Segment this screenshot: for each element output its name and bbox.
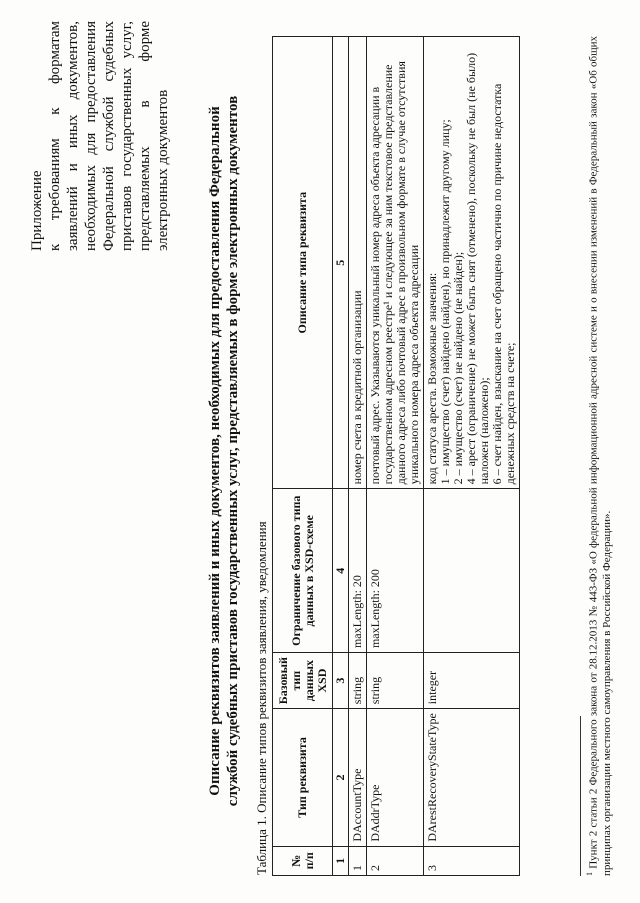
row-restriction: maxLength: 200 xyxy=(367,489,424,653)
row-restriction xyxy=(424,489,520,653)
appendix-text: к требованиям к форматам заявлений и иных документов, необходимых для предоставления Федеральной службой судебных приставов государственных услуг, представляемых в форме электронных документов xyxy=(47,21,171,251)
row-number: 2 xyxy=(367,846,424,875)
row-number: 1 xyxy=(349,846,367,875)
column-number: 3 xyxy=(333,653,349,709)
column-numbers-row xyxy=(333,37,349,876)
column-number: 4 xyxy=(333,489,349,653)
row-description: почтовый адрес. Указываются уникальный номер адреса объекта адресации в государственном адресном реестре¹ и следующее за ним текстовое представление данного адреса либо почтовый адрес в произвольном формате в случае отсутствия уникального номера адреса объекта адресации xyxy=(367,37,424,489)
table-caption: Таблица 1. Описание типов реквизитов заявления, уведомления xyxy=(254,521,269,875)
row-number: 3 xyxy=(424,846,520,875)
header-base-type: Базовый тип данных XSD xyxy=(273,653,333,709)
row-base-type: integer xyxy=(424,653,520,709)
footnote-divider xyxy=(580,716,581,876)
row-description xyxy=(424,37,520,489)
rotated-landscape-content xyxy=(20,11,620,891)
appendix-block xyxy=(28,21,172,251)
row-description: номер счета в кредитной организации xyxy=(349,37,367,489)
column-number: 1 xyxy=(333,846,349,875)
table-row xyxy=(367,37,424,876)
description-line: 1 – имущество (счет) найдено (найден), но принадлежит другому лицу; xyxy=(438,119,452,485)
description-line: код статуса ареста. Возможные значения: xyxy=(425,272,439,485)
column-number: 5 xyxy=(333,37,349,489)
row-base-type: string xyxy=(367,653,424,709)
footnote-text: Пункт 2 статьи 2 Федерального закона от 28.12.2013 № 443-ФЗ «О федеральной информационной адресной системе и о внесении изменений в Федеральный закон «Об общих принципах организации местного самоуправления в Российской Федерации». xyxy=(587,36,613,876)
column-number: 2 xyxy=(333,709,349,846)
row-restriction: maxLength: 20 xyxy=(349,489,367,653)
document-title: Описание реквизитов заявлений и иных документов, необходимых для предоставления Федеральной службой судебных приставов государственных услуг, представляемых в форме электронных документов xyxy=(207,95,241,807)
description-line: 4 – арест (ограничение) не может быть снят (отменено), поскольку не был (не было) наложен (наложено); xyxy=(464,52,491,485)
row-type: DAccountType xyxy=(349,709,367,846)
header-description: Описание типа реквизита xyxy=(273,37,333,489)
description-line: 2 – имущество (счет) не найдено (не найден); xyxy=(451,251,465,485)
description-line: 6 – счет найден, взыскание на счет обращено частично по причине недостатка денежных средств на счете; xyxy=(490,83,517,485)
requisites-table xyxy=(272,36,520,876)
footnote-marker: 1 xyxy=(585,872,594,876)
header-requisite-type: Тип реквизита xyxy=(273,709,333,846)
appendix-caption: Приложение xyxy=(29,170,45,251)
header-restriction: Ограничение базового типа данных в XSD-схеме xyxy=(273,489,333,653)
header-number: № п/п xyxy=(273,846,333,875)
table-row xyxy=(349,37,367,876)
row-base-type: string xyxy=(349,653,367,709)
footnote xyxy=(583,36,614,876)
table-header-row xyxy=(273,37,333,876)
row-type: DArestRecoveryStateType xyxy=(424,709,520,846)
table-row xyxy=(424,37,520,876)
row-type: DAddrType xyxy=(367,709,424,846)
